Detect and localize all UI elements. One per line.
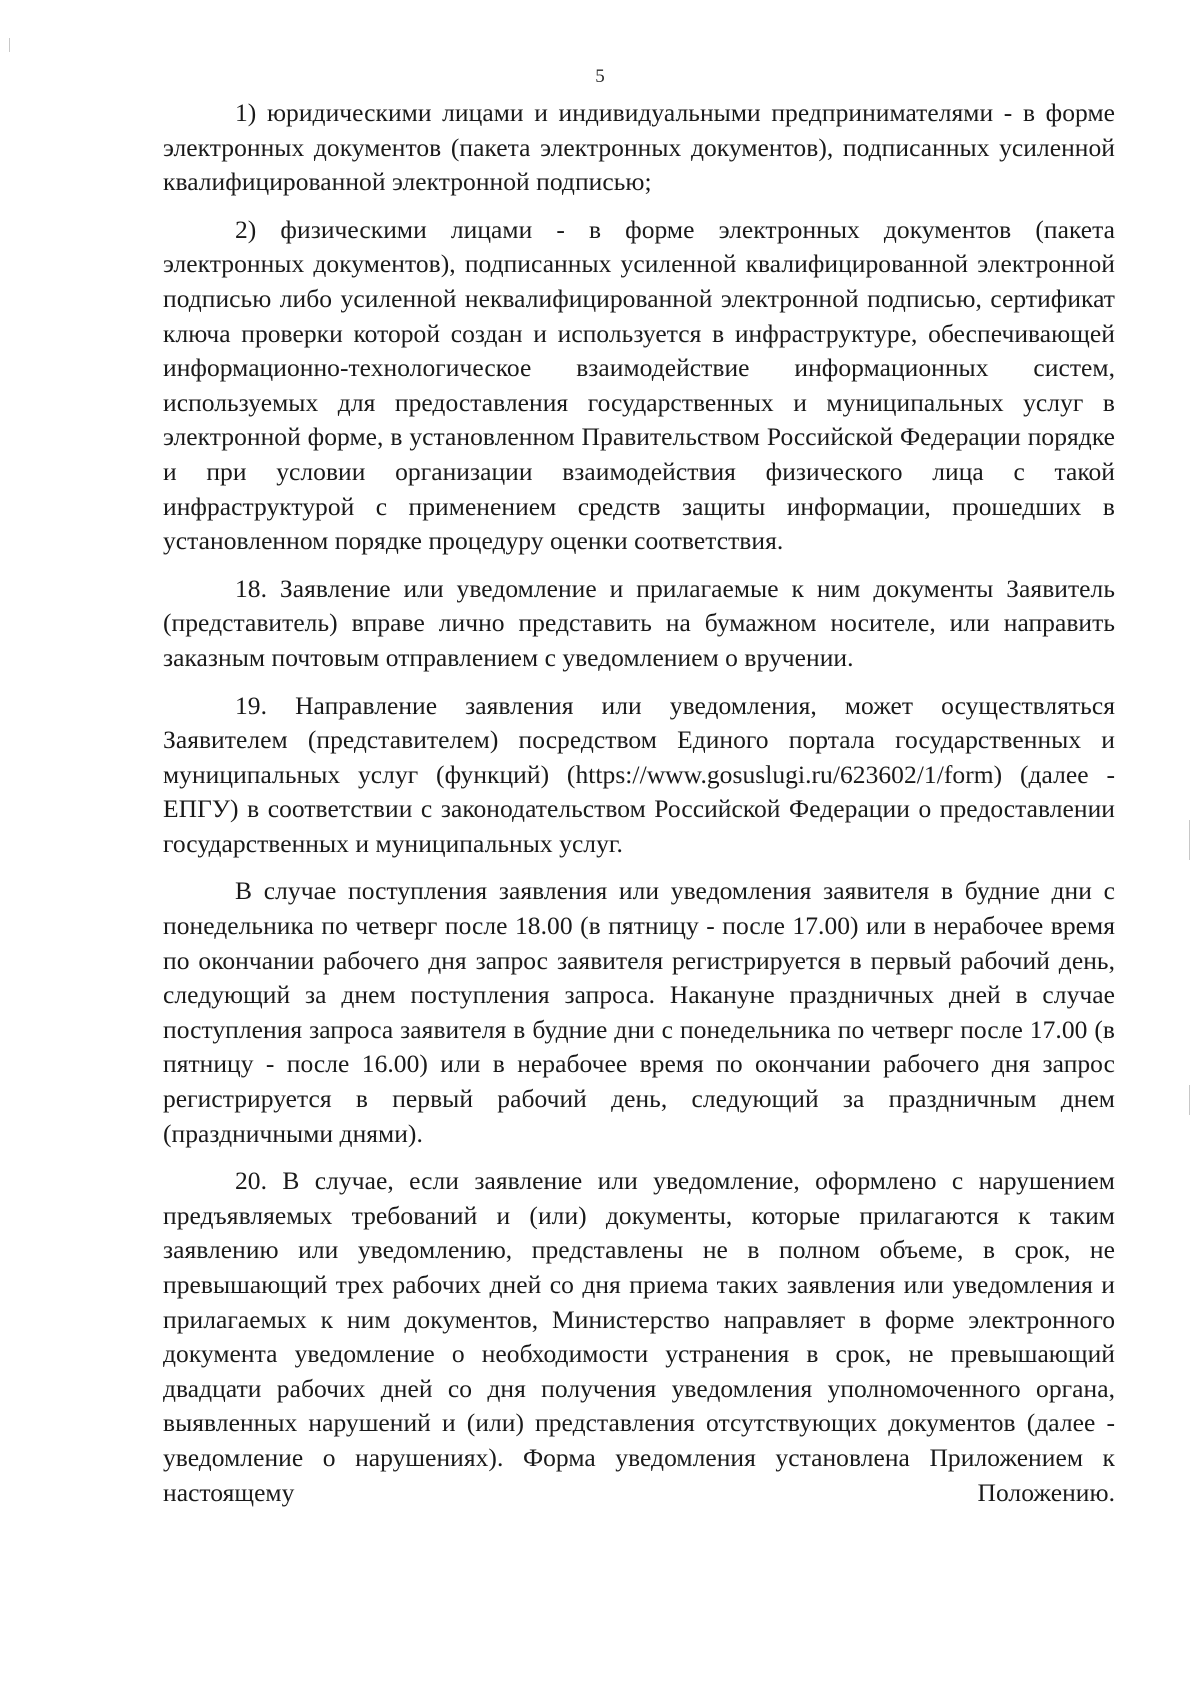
document-body [163,96,1115,1510]
paragraph-18: 18. Заявление или уведомление и прилагаемые к ним документы Заявитель (представитель) вправе лично представить на бумажном носителе, или направить заказным почтовым отправлением с уведомлением о вручении. [163,573,1115,672]
scan-artifact-right-bottom [1189,1085,1190,1115]
paragraph-19: 19. Направление заявления или уведомления, может осуществляться Заявителем (представителем) посредством Единого портала государственных и муниципальных услуг (функций) (https://www.gosuslugi.ru/623602/1/form) (далее - ЕПГУ) в соответствии с законодательством Российской Федерации о предоставлении государственных и муниципальных услуг. [163,690,1115,858]
scan-artifact-right-top [1189,820,1190,860]
paragraph-registration-time: В случае поступления заявления или уведомления заявителя в будние дни с понедельника по четверг после 18.00 (в пятницу - после 17.00) или в нерабочее время по окончании рабочего дня запрос заявителя регистрируется в первый рабочий день, следующий за днем поступления запроса. Накануне праздничных дней в случае поступления запроса заявителя в будние дни с понедельника по четверг после 17.00 (в пятницу - после 16.00) или в нерабочее время по окончании рабочего дня запрос регистрируется в первый рабочий день, следующий за праздничным днем (праздничными днями). [163,876,1115,1148]
page-number: 5 [595,66,605,87]
paragraph-20: 20. В случае, если заявление или уведомление, оформлено с нарушением предъявляемых требований и (или) документы, которые прилагаются к таким заявлению или уведомлению, представлены не в полном объеме, в срок, не превышающий трех рабочих дней со дня приема таких заявления или уведомления и прилагаемых к ним документов, Министерство направляет в форме электронного документа уведомление о необходимости устранения в срок, не превышающий двадцати рабочих дней со дня получения уведомления уполномоченного органа, выявленных нарушений и (или) представления отсутствующих документов (далее - уведомление о нарушениях). Форма уведомления установлена Приложением к настоящему Положению. [163,1166,1115,1507]
scan-artifact-left [9,38,10,52]
paragraph-individuals: 2) физическими лицами - в форме электронных документов (пакета электронных документов), подписанных усиленной квалифицированной электронной подписью либо усиленной неквалифицированной электронной подписью, сертификат ключа проверки которой создан и используется в инфраструктуре, обеспечивающей информационно-технологическое взаимодействие информационных систем, используемых для предоставления государственных и муниципальных услуг в электронной форме, в установленном Правительством Российской Федерации порядке и при условии организации взаимодействия физического лица с такой инфраструктурой с применением средств защиты информации, прошедших в установленном порядке процедуру оценки соответствия. [163,214,1115,556]
paragraph-legal-entities: 1) юридическими лицами и индивидуальными предпринимателями - в форме электронных документов (пакета электронных документов), подписанных усиленной квалифицированной электронной подписью; [163,98,1115,197]
